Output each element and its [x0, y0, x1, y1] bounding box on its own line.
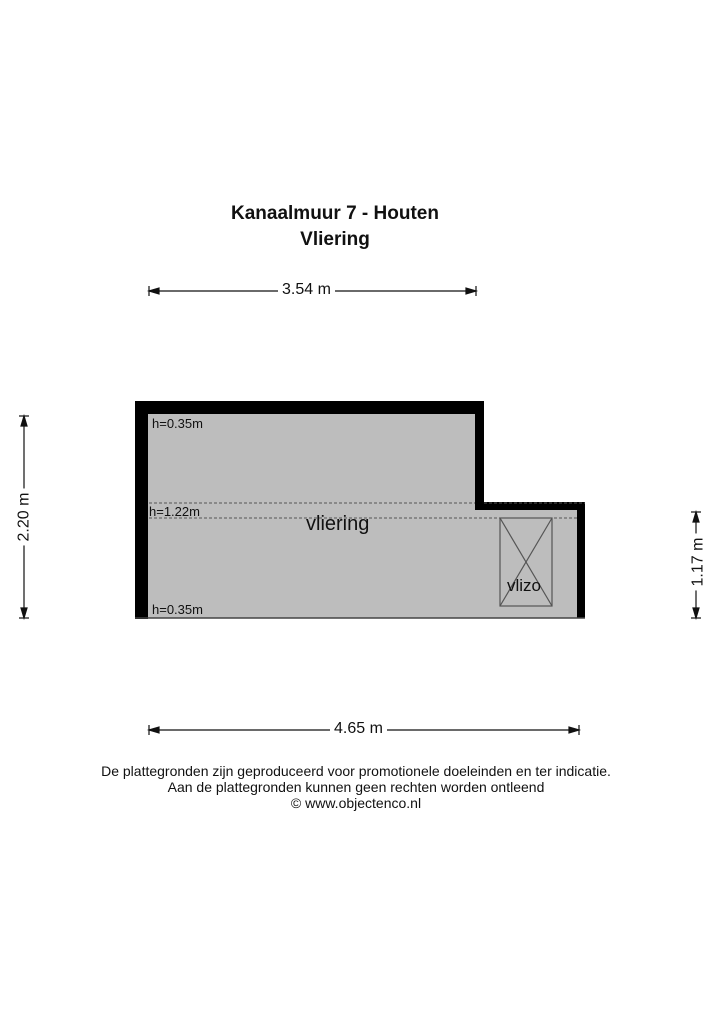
room-label-vliering: vliering — [306, 513, 370, 535]
height-marker-bottom: h=0.35m — [152, 602, 203, 617]
plan-title: Kanaalmuur 7 - Houten — [231, 203, 439, 224]
height-marker-top: h=0.35m — [152, 416, 203, 431]
copyright-line: © www.objectenco.nl — [290, 795, 422, 811]
plan-subtitle: Vliering — [300, 229, 370, 250]
dimension-bottom-label: 4.65 m — [330, 720, 387, 738]
disclaimer-line-2: Aan de plattegronden kunnen geen rechten worden ontleend — [167, 779, 545, 795]
room-label-vlizo: vlizo — [507, 576, 542, 595]
dimension-left-label: 2.20 m — [15, 489, 33, 546]
dimension-top-label: 3.54 m — [278, 281, 335, 299]
height-marker-middle: h=1.22m — [149, 504, 200, 519]
dimension-right-label: 1.17 m — [689, 534, 707, 591]
disclaimer-line-1: De plattegronden zijn geproduceerd voor promotionele doeleinden en ter indicatie. — [101, 763, 611, 779]
